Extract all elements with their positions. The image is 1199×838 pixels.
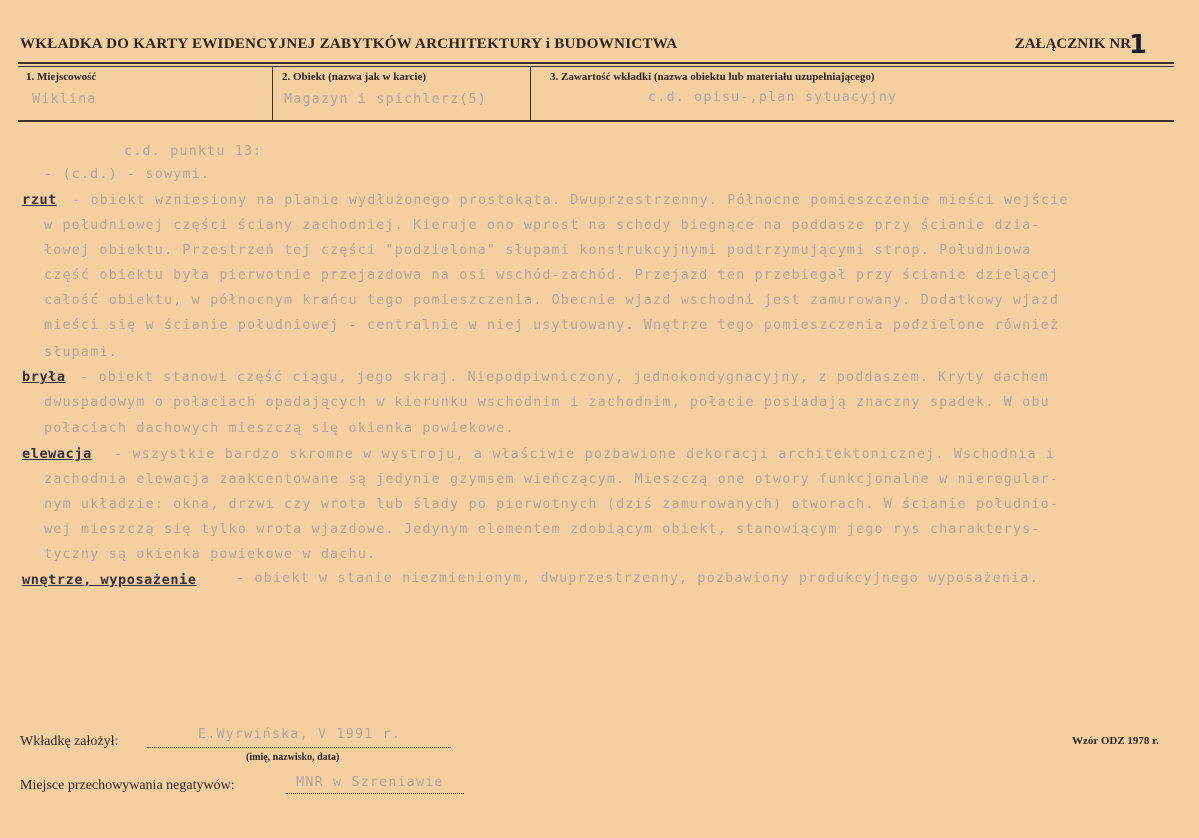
section-keyword-rzut: rzut xyxy=(22,192,57,208)
section-keyword-elewacja: elewacja xyxy=(22,446,92,462)
rzut-line: mieści się w ścianie południowej - centralnie w niej usytuowany. Wnętrze tego pomieszczenia podzielone również xyxy=(44,317,1060,333)
attachment-number: 1 xyxy=(1128,30,1147,60)
form-code: Wzór ODZ 1978 r. xyxy=(1072,735,1159,747)
elewacja-line: zachodnia elewacja zaakcentowane są jedynie gzymsem wieńczącym. Mieszczą one otwory funkcjonalne w nieregular- xyxy=(44,471,1060,487)
field-divider-2 xyxy=(530,66,531,120)
elewacja-line: nym układzie: okna, drzwi czy wrota lub ślady po pierwotnych (dziś zamurowanych) otworach. W ścianie południo- xyxy=(44,496,1060,512)
section-keyword-wnetrze: wnętrze, wyposażenie xyxy=(22,572,197,588)
elewacja-line: wej mieszczą się tylko wrota wjazdowe. Jedynym elementem zdobiącym obiekt, stanowiącym jego rys charakterys- xyxy=(44,521,1041,537)
bryla-line: połaciach dachowych mieszczą się okienka powiekowe. xyxy=(44,420,515,436)
intro-line-2: - (c.d.) - sowymi. xyxy=(44,166,211,182)
top-rule-thin xyxy=(18,66,1174,67)
author-hint: (imię, nazwisko, data) xyxy=(246,752,340,763)
storage-label: Miejsce przechowywania negatywów: xyxy=(20,778,235,793)
elewacja-line: tyczny są okienka powiekowe w dachu. xyxy=(44,546,377,562)
rzut-line: całość obiektu, w północnym krańcu tego pomieszczenia. Obecnie wjazd wschodni jest zamurowany. Dodatkowy wjazd xyxy=(44,292,1060,308)
author-label: Wkładkę założył: xyxy=(20,734,119,749)
attachment-label: ZAŁĄCZNIK NR xyxy=(1014,36,1131,52)
content-label: 3. Zawartość wkładki (nazwa obiektu lub materiału uzupełniającego) xyxy=(550,71,875,83)
top-rule xyxy=(18,62,1174,64)
field-divider-1 xyxy=(272,66,273,120)
elewacja-line: - wszystkie bardzo skromne w wystroju, a właściwie pozbawione dekoracji architektonicznej. Wschodnia i xyxy=(114,446,1056,462)
storage-line xyxy=(286,792,464,794)
storage-value: MNR w Szreniawie xyxy=(296,774,444,790)
rzut-line: - obiekt wzniesiony na planie wydłużonego prostokąta. Dwuprzestrzenny. Północne pomieszczenie mieści wejście xyxy=(72,192,1069,208)
rzut-line: słupami. xyxy=(44,344,118,360)
rzut-line: w południowej części ściany zachodniej. Kieruje ono wprost na schody biegnące na poddasze przy ścianie dzia- xyxy=(44,217,1041,233)
object-label: 2. Obiekt (nazwa jak w karcie) xyxy=(282,71,427,83)
bryla-line: - obiekt stanowi część ciągu, jego skraj. Niepodpiwniczony, jednokondygnacyjny, z poddaszem. Kryty dachem xyxy=(80,369,1049,385)
object-value: Magazyn i spichlerz(5) xyxy=(284,91,488,107)
author-line xyxy=(147,746,451,748)
author-value: E.Wyrwińska, V 1991 r. xyxy=(198,726,402,742)
content-value: c.d. opisu-,plan sytuacyjny xyxy=(648,89,898,105)
wnetrze-line: - obiekt w stanie niezmienionym, dwuprzestrzenny, pozbawiony produkcyjnego wyposażenia. xyxy=(236,570,1039,586)
rzut-line: część obiektu była pierwotnie przejazdowa na osi wschód-zachód. Przejazd ten przebiegał przy ścianie dzielącej xyxy=(44,267,1060,283)
rzut-line: łowej obiektu. Przestrzeń tej części "podzielona" słupami konstrukcyjnymi podtrzymującymi strop. Południowa xyxy=(44,242,1032,258)
locality-label: 1. Miejscowość xyxy=(26,71,97,83)
locality-value: Wiklina xyxy=(32,91,97,107)
bryla-line: dwuspadowym o połaciach opadających w kierunku wschodnim i zachodnim, połacie posiadają znaczny spadek. W obu xyxy=(44,394,1050,410)
intro-line-1: c.d. punktu 13: xyxy=(124,143,263,159)
form-title: WKŁADKA DO KARTY EWIDENCYJNEJ ZABYTKÓW ARCHITEKTURY i BUDOWNICTWA xyxy=(20,36,678,52)
fields-bottom-rule xyxy=(18,120,1174,122)
section-keyword-bryla: bryła xyxy=(22,369,66,385)
